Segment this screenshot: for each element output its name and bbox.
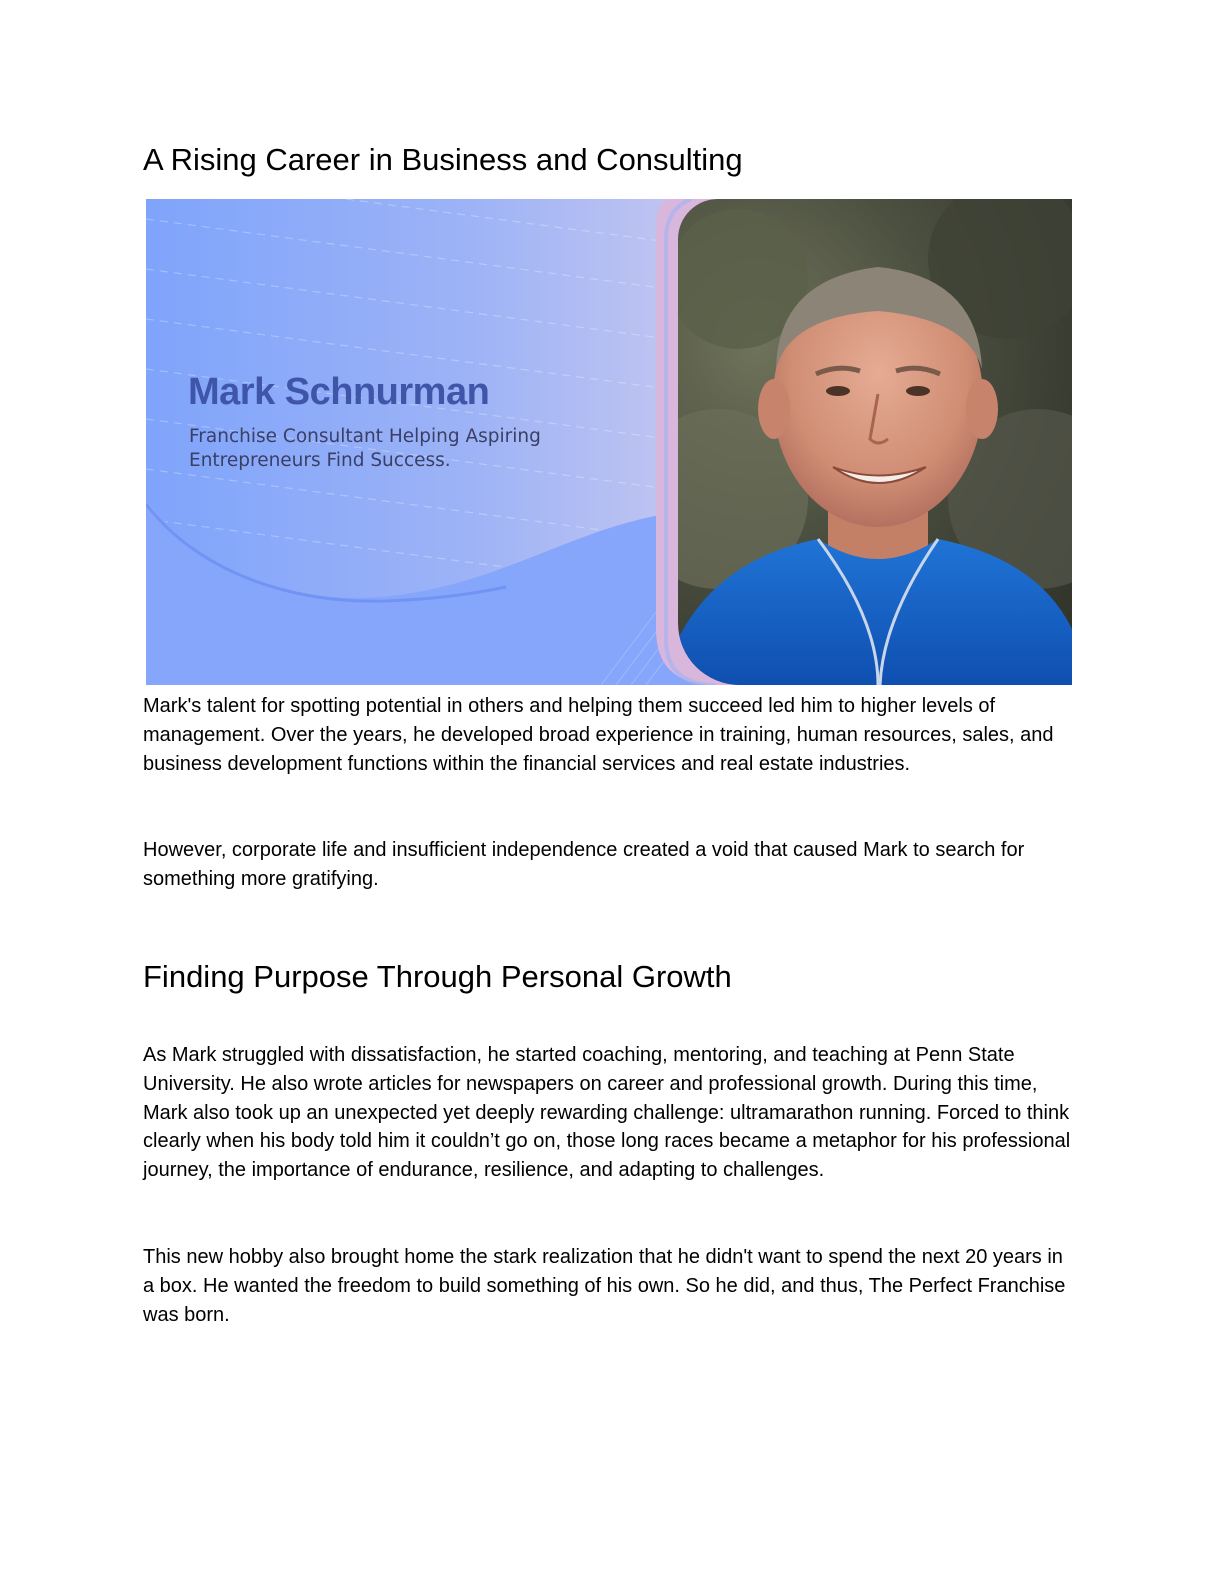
banner-tagline: Franchise Consultant Helping Aspiring Entrepreneurs Find Success. [189,426,541,471]
section-heading-career: A Rising Career in Business and Consulting [143,142,743,177]
profile-photo [678,199,1072,685]
portrait-illustration [678,199,1072,685]
paragraph-ultramarathon: As Mark struggled with dissatisfaction, he started coaching, mentoring, and teaching at Penn State University. He also wrote articles for newspapers on career and professional growth. During this time, Mark also took up an unexpected yet deeply rewarding challenge: ultramarathon running. Forced to think clearly when his body told him it couldn’t go on, those long races became a metaphor for his professional journey, the importance of endurance, resilience, and adapting to challenges. [143,1044,1071,1182]
banner-name: Mark Schnurman [188,371,490,413]
paragraph-career-growth: Mark's talent for spotting potential in others and helping them succeed led him to higher levels of management. Over the years, he developed broad experience in training, human resources, sales, and business development functions within the financial services and real estate industries. [143,695,1054,775]
profile-banner [146,199,1072,685]
paragraph-corporate-void: However, corporate life and insufficient independence created a void that caused Mark to search for something more gratifying. [143,839,1025,890]
paragraph-franchise-born: This new hobby also brought home the stark realization that he didn't want to spend the next 20 years in a box. He wanted the freedom to build something of his own. So he did, and thus, The Perfect Franchise was born. [143,1246,1066,1326]
section-heading-purpose: Finding Purpose Through Personal Growth [143,959,732,994]
